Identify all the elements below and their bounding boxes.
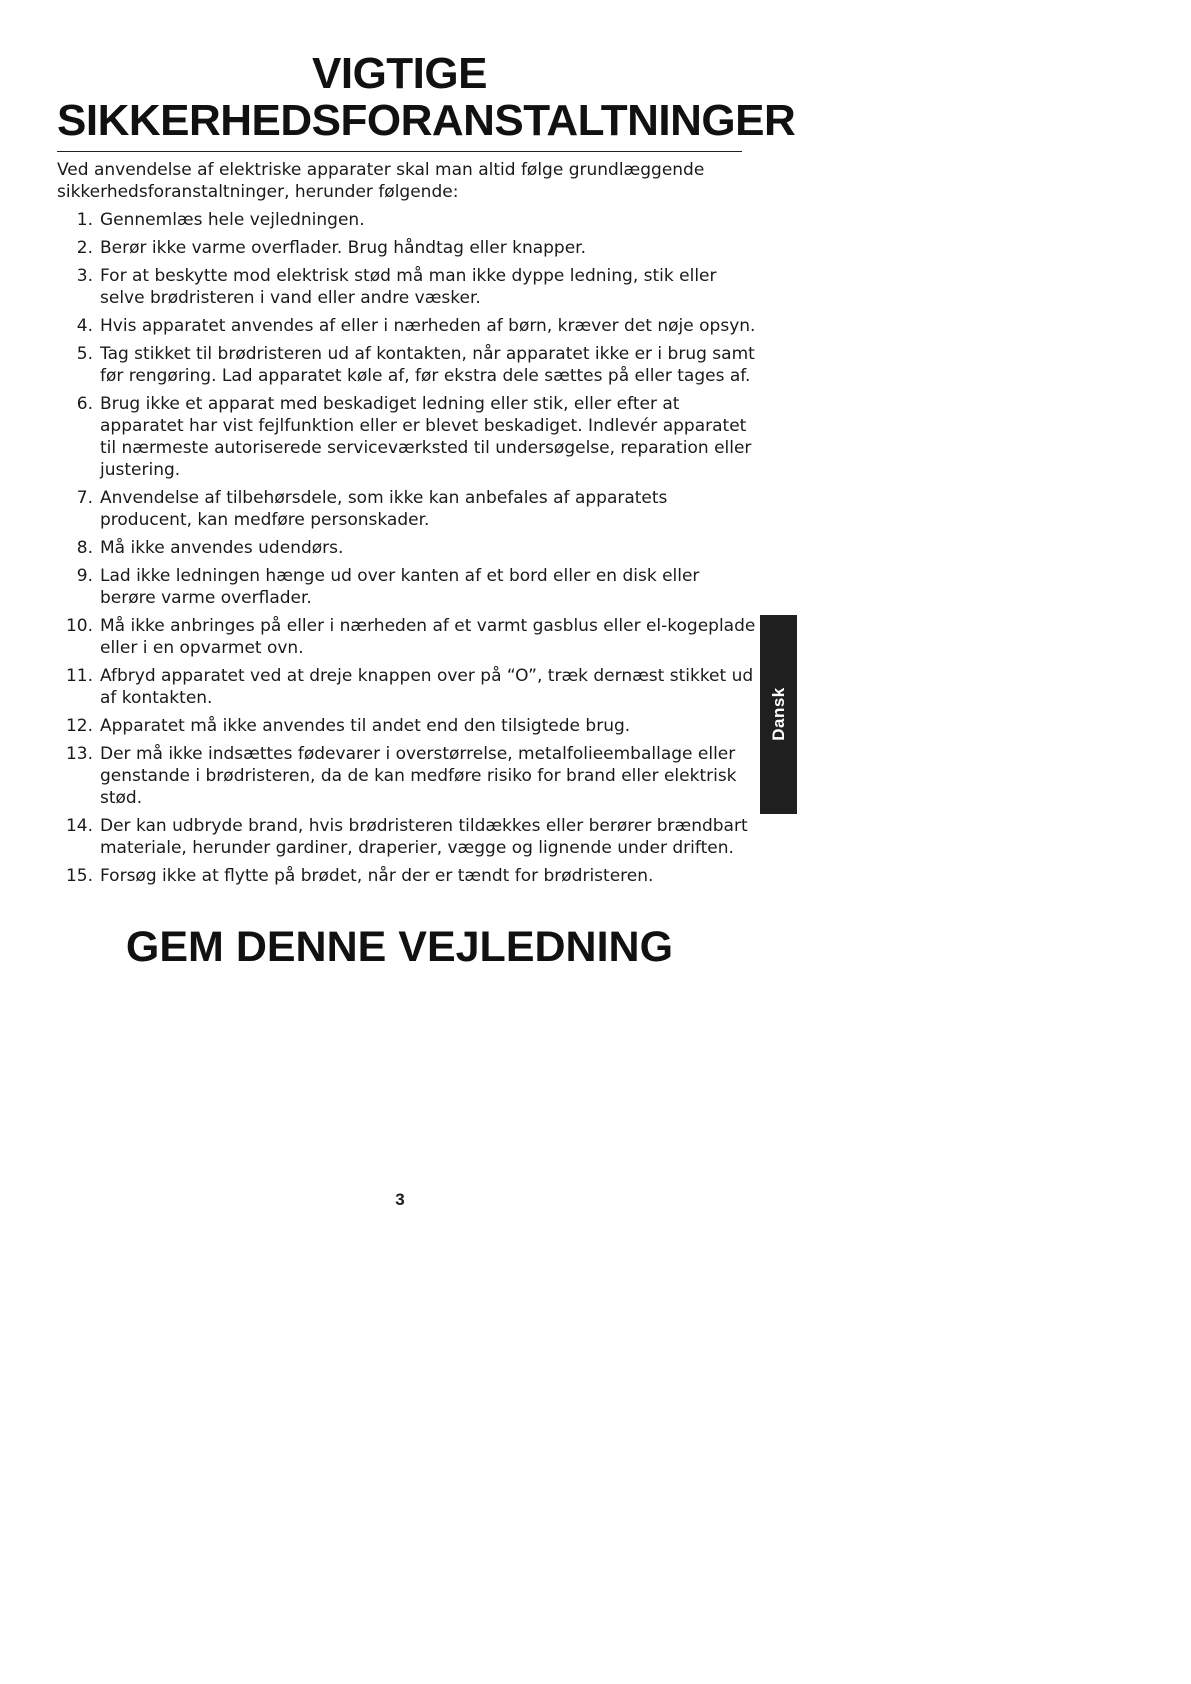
title-divider (57, 151, 742, 152)
rule-text: Må ikke anbringes på eller i nærheden af et varmt gasblus eller el-kogeplade eller i en opvarmet ovn. (100, 616, 756, 658)
rule-text: Apparatet må ikke anvendes til andet end den tilsigtede brug. (100, 716, 631, 736)
safety-rule-item (57, 393, 757, 481)
rule-text: Anvendelse af tilbehørsdele, som ikke kan anbefales af apparatets producent, kan medføre personskader. (100, 488, 668, 530)
rule-number: 8. (76, 538, 93, 558)
rule-text: Må ikke anvendes udendørs. (100, 538, 344, 558)
rule-number: 2. (76, 238, 93, 258)
rule-number: 5. (76, 344, 93, 364)
safety-rule-item (57, 237, 757, 259)
intro-paragraph: Ved anvendelse af elektriske apparater skal man altid følge grundlæggende sikkerhedsforanstaltninger, herunder følgende: (57, 160, 705, 202)
rule-text: Gennemlæs hele vejledningen. (100, 210, 365, 230)
rule-text: Der må ikke indsættes fødevarer i overstørrelse, metalfolieemballage eller genstande i brødristeren, da de kan medføre risiko for brand eller elektrisk stød. (100, 744, 737, 808)
safety-rules-list (57, 209, 757, 893)
rule-text: Berør ikke varme overflader. Brug håndtag eller knapper. (100, 238, 587, 258)
rule-text: Forsøg ikke at flytte på brødet, når der er tændt for brødristeren. (100, 866, 654, 886)
rule-number: 6. (76, 394, 93, 414)
safety-rule-item (57, 865, 757, 887)
rule-number: 11. (65, 666, 93, 686)
safety-rule-item (57, 815, 757, 859)
rule-number: 10. (65, 616, 93, 636)
language-tab-label: Dansk (768, 687, 788, 741)
rule-number: 1. (76, 210, 93, 230)
page-number: 3 (395, 1190, 405, 1209)
rule-number: 14. (65, 816, 93, 836)
rule-number: 4. (76, 316, 93, 336)
safety-rule-item (57, 487, 757, 531)
safety-rule-item (57, 343, 757, 387)
rule-number: 13. (65, 744, 93, 764)
rule-number: 3. (76, 266, 93, 286)
rule-number: 15. (65, 866, 93, 886)
safety-rule-item (57, 743, 757, 809)
rule-text: Hvis apparatet anvendes af eller i nærheden af børn, kræver det nøje opsyn. (100, 316, 756, 336)
safety-rule-item (57, 209, 757, 231)
safety-rule-item (57, 715, 757, 737)
rule-number: 7. (76, 488, 93, 508)
safety-rule-item (57, 565, 757, 609)
safety-rule-item (57, 665, 757, 709)
safety-rule-item (57, 615, 757, 659)
save-instructions-heading: GEM DENNE VEJLEDNING (125, 923, 674, 971)
page-title: VIGTIGE SIKKERHEDSFORANSTALTNINGER (57, 49, 796, 145)
language-tab (760, 615, 797, 814)
rule-number: 12. (65, 716, 93, 736)
safety-rule-item (57, 265, 757, 309)
rule-text: Lad ikke ledningen hænge ud over kanten af et bord eller en disk eller berøre varme overflader. (100, 566, 700, 608)
rule-text: Der kan udbryde brand, hvis brødristeren tildækkes eller berører brændbart materiale, herunder gardiner, draperier, vægge og lignende under driften. (100, 816, 748, 858)
rule-text: For at beskytte mod elektrisk stød må man ikke dyppe ledning, stik eller selve brødristeren i vand eller andre væsker. (100, 266, 717, 308)
rule-text: Tag stikket til brødristeren ud af kontakten, når apparatet ikke er i brug samt før rengøring. Lad apparatet køle af, før ekstra dele sættes på eller tages af. (100, 344, 755, 386)
rule-text: Brug ikke et apparat med beskadiget ledning eller stik, eller efter at apparatet har vist fejlfunktion eller er blevet beskadiget. Indlevér apparatet til nærmeste autoriserede serviceværksted til undersøgelse, reparation eller justering. (100, 394, 752, 480)
safety-rule-item (57, 315, 757, 337)
safety-rule-item (57, 537, 757, 559)
rule-text: Afbryd apparatet ved at dreje knappen over på “O”, træk dernæst stikket ud af kontakten. (100, 666, 754, 708)
rule-number: 9. (76, 566, 93, 586)
